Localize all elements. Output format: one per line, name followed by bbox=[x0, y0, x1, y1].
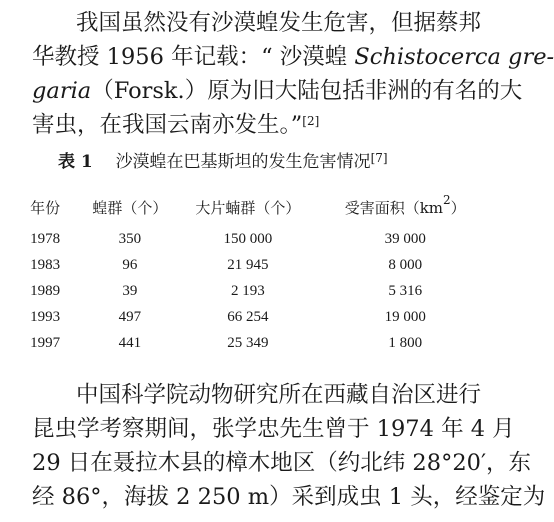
header-area-text: 受害面积（km bbox=[344, 198, 444, 217]
paragraph-2-line-1: 中国科学院动物研究所在西藏自治区进行 bbox=[76, 382, 482, 408]
cell-swarms: 497 bbox=[118, 308, 142, 325]
header-area-sup: 2 bbox=[443, 192, 451, 207]
table-row bbox=[26, 278, 510, 304]
cell-year: 1993 bbox=[30, 308, 61, 325]
cell-nymph-bands: 66 254 bbox=[227, 308, 269, 325]
table-caption bbox=[58, 150, 388, 174]
paragraph-1-line-3-text: （Forsk.）原为旧大陆包括非洲的有名的大 bbox=[91, 78, 523, 104]
paragraph-2-line-2: 昆虫学考察期间，张学忠先生曾于 1974 年 4 月 bbox=[32, 416, 515, 442]
cell-swarms: 39 bbox=[122, 282, 138, 299]
table-title: 沙漠蝗在巴基斯坦的发生危害情况 bbox=[115, 152, 371, 172]
cell-area: 5 316 bbox=[388, 282, 423, 299]
cell-swarms: 96 bbox=[122, 256, 138, 273]
paragraph-1-line-4 bbox=[32, 108, 484, 142]
cell-year: 1989 bbox=[30, 282, 61, 299]
table-row bbox=[26, 252, 510, 278]
paragraph-2-line-4: 经 86°，海拔 2 250 m）采到成虫 1 头，经鉴定为 bbox=[32, 484, 546, 510]
header-year: 年份 bbox=[30, 198, 61, 217]
cell-year: 1997 bbox=[30, 334, 61, 351]
paragraph-1-line-3 bbox=[32, 74, 523, 108]
paragraph-2-line-3: 29 日在聂拉木县的樟木地区（约北纬 28°20′，东 bbox=[32, 450, 532, 476]
cell-nymph-bands: 2 193 bbox=[230, 282, 265, 299]
paragraph-1-line-4-text: 害虫，在我国云南亦发生。” bbox=[32, 112, 303, 138]
cell-year: 1978 bbox=[30, 230, 61, 247]
species-name-part-2: garia bbox=[32, 78, 92, 104]
paragraph-2 bbox=[32, 378, 546, 514]
species-name-part-1: Schistocerca gre- bbox=[354, 44, 554, 70]
cell-swarms: 350 bbox=[118, 230, 142, 247]
cell-area: 39 000 bbox=[384, 230, 426, 247]
table-row bbox=[26, 330, 510, 356]
cell-year: 1983 bbox=[30, 256, 61, 273]
cell-swarms: 441 bbox=[118, 334, 142, 351]
locust-damage-table bbox=[26, 188, 510, 356]
header-nymph-bands: 大片蝻群（个） bbox=[195, 198, 301, 217]
citation-2: [2] bbox=[302, 114, 320, 128]
cell-nymph-bands: 21 945 bbox=[227, 256, 269, 273]
header-damaged-area bbox=[300, 188, 510, 226]
cell-area: 8 000 bbox=[388, 256, 423, 273]
table-label: 表 1 bbox=[58, 152, 93, 172]
paragraph-1-line-1: 我国虽然没有沙漠蝗发生危害，但据蔡邦 bbox=[76, 10, 482, 36]
paragraph-1 bbox=[32, 6, 554, 142]
paragraph-1-line-2 bbox=[32, 40, 554, 74]
cell-nymph-bands: 25 349 bbox=[227, 334, 269, 351]
cell-area: 1 800 bbox=[388, 334, 423, 351]
header-swarms: 蝗群（个） bbox=[92, 198, 168, 217]
cell-area: 19 000 bbox=[384, 308, 426, 325]
paragraph-1-line-2-text: 华教授 1956 年记载：“ 沙漠蝗 bbox=[32, 44, 355, 70]
citation-7: [7] bbox=[370, 151, 388, 165]
table-header-row bbox=[26, 188, 510, 226]
table-row bbox=[26, 304, 510, 330]
header-area-close: ） bbox=[450, 198, 466, 217]
table-row bbox=[26, 226, 510, 252]
cell-nymph-bands: 150 000 bbox=[223, 230, 273, 247]
